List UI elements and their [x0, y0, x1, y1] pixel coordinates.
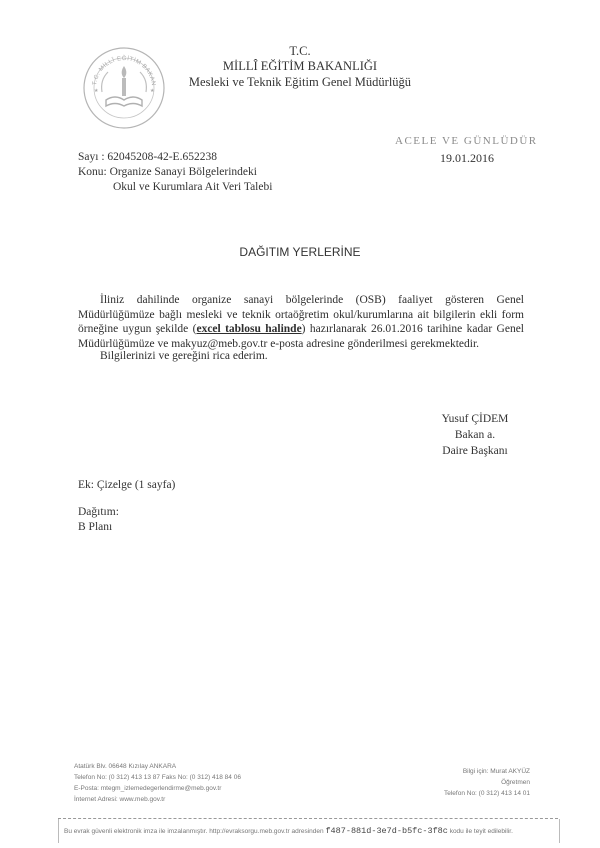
- sayi-line: [78, 151, 217, 163]
- signatory-role-2: Daire Başkanı: [442, 445, 508, 457]
- distribution-value: B Planı: [78, 521, 113, 533]
- header-country: T.C.: [289, 44, 311, 58]
- verification-suffix: kodu ile teyit edilebilir.: [449, 828, 513, 835]
- verification-text: Bu evrak güvenli elektronik imza ile imzalanmıştır. http://evraksorgu.meb.gov.tr adresinden: [64, 828, 324, 835]
- konu-value-1: Organize Sanayi Bölgelerindeki: [109, 166, 257, 178]
- urgency-stamp: ACELE VE GÜNLÜDÜR: [395, 135, 538, 147]
- footer-address: Atatürk Blv. 06648 Kızılay ANKARA: [74, 763, 177, 770]
- header-department: Mesleki ve Teknik Eğitim Genel Müdürlüğü: [188, 75, 412, 89]
- attachment-line: Ek: Çizelge (1 sayfa): [78, 479, 176, 491]
- body-paragraph: [78, 293, 524, 351]
- footer-info-label: Bilgi için: Murat AKYÜZ: [462, 768, 530, 775]
- sayi-label: Sayı: [78, 151, 99, 163]
- konu-value-2: Okul ve Kurumlara Ait Veri Talebi: [113, 181, 273, 193]
- signatory-name: Yusuf ÇİDEM: [441, 413, 509, 425]
- svg-text:★: ★: [94, 88, 99, 94]
- svg-text:★: ★: [150, 88, 155, 94]
- distribution-label: Dağıtım:: [78, 506, 119, 518]
- closing-sentence: Bilgilerinizi ve gereğini rica ederim.: [100, 350, 268, 362]
- footer-email: E-Posta: mtegm_izlemedegerlendirme@meb.gov.tr: [74, 785, 222, 792]
- document-date: 19.01.2016: [440, 151, 494, 165]
- body-highlight: excel tablosu halinde: [196, 323, 302, 335]
- signatory-role-1: Bakan a.: [454, 429, 496, 441]
- header-ministry: MİLLÎ EĞİTİM BAKANLIĞI: [222, 59, 378, 73]
- footer-info-phone: Telefon No: (0 312) 413 14 01: [443, 790, 530, 797]
- footer-web: İnternet Adresi: www.meb.gov.tr: [74, 796, 166, 803]
- footer-phone: Telefon No: (0 312) 413 13 87 Faks No: (0 312) 418 84 06: [74, 774, 241, 781]
- verification-line: [64, 826, 513, 836]
- konu-line: [78, 166, 257, 178]
- body-text-after: ) hazırlanarak 26.01.2016 tarihine kadar Genel Müdürlüğümüze ve makyuz@meb.gov.tr e-posta adresine gönderilmesi gerekmektedir.: [78, 323, 524, 350]
- konu-label: Konu:: [78, 166, 107, 178]
- distribution-title: DAĞITIM YERLERİNE: [239, 245, 361, 259]
- body-text-before: İliniz dahilinde organize sanayi bölgelerinde (OSB) faaliyet gösteren Genel Müdürlüğümüze bağlı mesleki ve teknik ortaöğretim okul/kurumlarına ait bilgilerin ekli form örneğine uygun şekilde (: [78, 294, 524, 335]
- sayi-value: : 62045208-42-E.652238: [101, 151, 217, 163]
- verification-code: f487-881d-3e7d-b5fc-3f8c: [325, 826, 448, 836]
- svg-text:T.C. MİLLÎ EĞİTİM BAKANLIĞI: T.C. MİLLÎ EĞİTİM BAKAN: [92, 55, 156, 87]
- footer-info-role: Öğretmen: [501, 779, 530, 786]
